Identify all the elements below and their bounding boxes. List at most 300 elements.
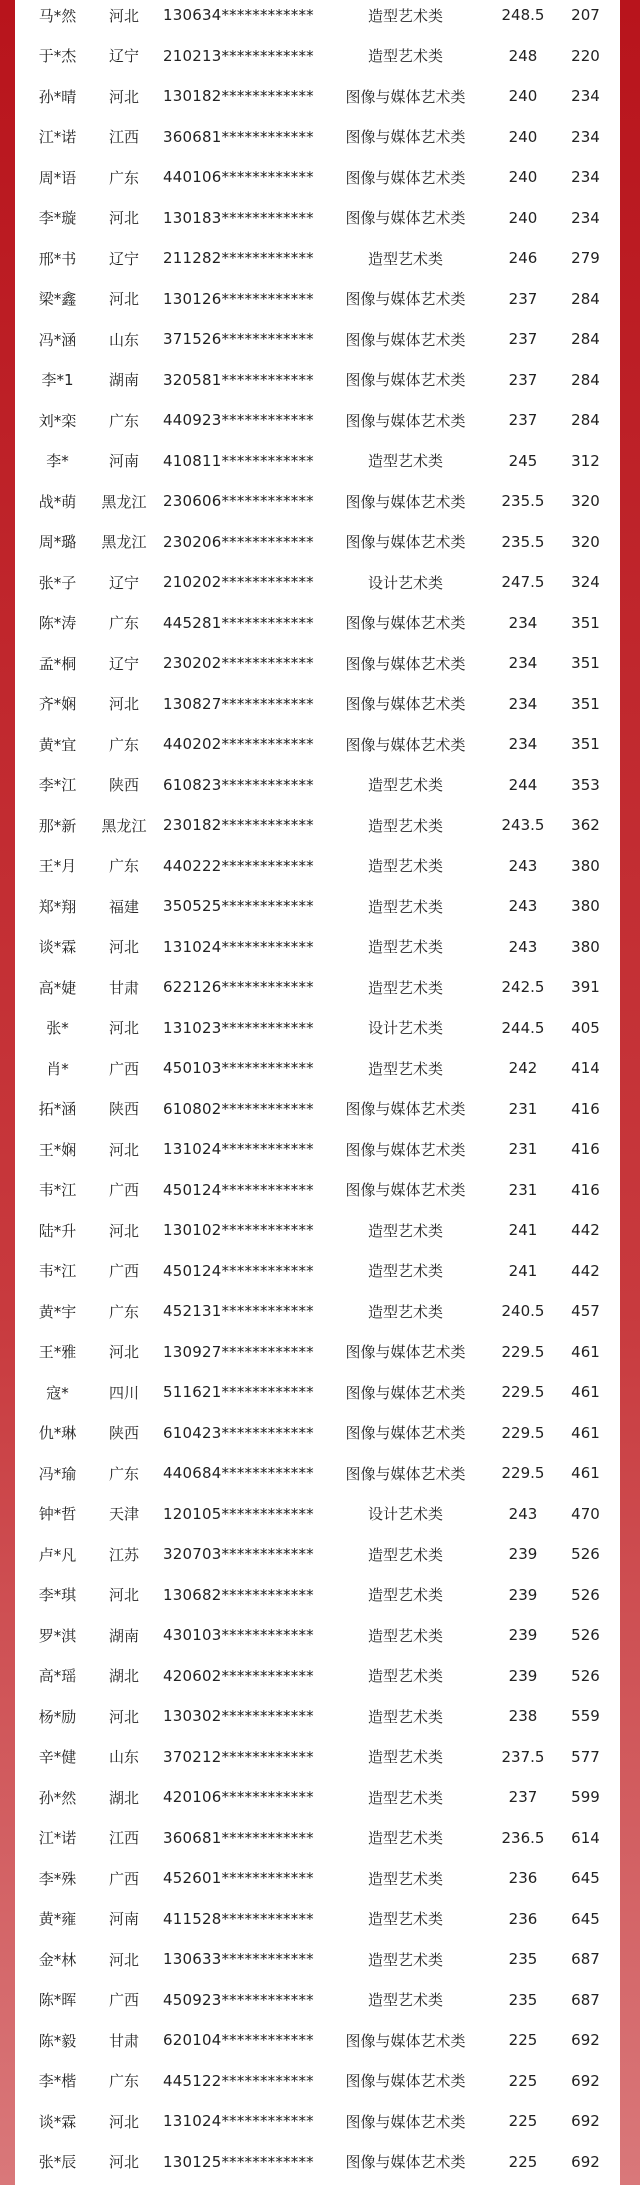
category-cell: 设计艺术类 — [367, 1505, 443, 1524]
rank-cell: 351 — [571, 613, 600, 632]
province-cell: 广东 — [108, 1302, 139, 1321]
name-cell: 李*楷 — [38, 2072, 77, 2091]
score-cell: 229.5 — [501, 1383, 545, 1402]
rank-cell: 220 — [571, 46, 600, 65]
category-cell: 造型艺术类 — [367, 6, 443, 25]
name-cell: 钟*哲 — [38, 1505, 77, 1524]
table-row — [15, 1089, 620, 1130]
table-row — [15, 76, 620, 117]
province-cell: 黑龙江 — [101, 533, 147, 552]
score-cell: 234 — [508, 735, 538, 754]
name-cell: 于*杰 — [38, 47, 77, 66]
score-cell: 225 — [508, 2112, 538, 2131]
rank-cell: 442 — [571, 1221, 600, 1240]
category-cell: 图像与媒体艺术类 — [345, 2153, 466, 2172]
score-cell: 236.5 — [501, 1828, 545, 1847]
category-cell: 图像与媒体艺术类 — [345, 1140, 466, 1159]
rank-cell: 320 — [571, 532, 600, 551]
id-number-cell: 371526************ — [163, 330, 314, 349]
table-row — [15, 1899, 620, 1940]
score-cell: 236 — [508, 1869, 538, 1888]
rank-cell: 461 — [571, 1383, 600, 1402]
province-cell: 广东 — [108, 614, 139, 633]
id-number-cell: 130102************ — [163, 1221, 314, 1240]
score-cell: 245 — [508, 451, 538, 470]
id-number-cell: 320703************ — [163, 1545, 314, 1564]
score-cell: 243.5 — [501, 816, 545, 835]
score-cell: 237 — [508, 370, 538, 389]
rank-cell: 692 — [571, 2112, 600, 2131]
score-cell: 225 — [508, 2031, 538, 2050]
category-cell: 图像与媒体艺术类 — [345, 492, 466, 511]
category-cell: 造型艺术类 — [367, 776, 443, 795]
name-cell: 高*婕 — [38, 978, 77, 997]
table-row — [15, 481, 620, 522]
rank-cell: 234 — [571, 168, 600, 187]
id-number-cell: 131024************ — [163, 937, 314, 956]
name-cell: 李*1 — [41, 371, 74, 390]
province-cell: 河北 — [108, 209, 139, 228]
rank-cell: 526 — [571, 1666, 600, 1685]
province-cell: 湖北 — [108, 1667, 139, 1686]
rank-cell: 312 — [571, 451, 600, 470]
id-number-cell: 452131************ — [163, 1302, 314, 1321]
rank-cell: 351 — [571, 694, 600, 713]
table-row — [15, 1818, 620, 1859]
id-number-cell: 350525************ — [163, 897, 314, 916]
table-row — [15, 1696, 620, 1737]
province-cell: 广东 — [108, 735, 139, 754]
name-cell: 周*语 — [38, 168, 77, 187]
score-cell: 237.5 — [501, 1747, 545, 1766]
name-cell: 李*璇 — [38, 209, 77, 228]
province-cell: 天津 — [108, 1505, 139, 1524]
rank-cell: 324 — [571, 573, 600, 592]
score-cell: 229.5 — [501, 1423, 545, 1442]
score-cell: 234 — [508, 613, 538, 632]
score-cell: 237 — [508, 289, 538, 308]
table-row — [15, 360, 620, 401]
category-cell: 图像与媒体艺术类 — [345, 371, 466, 390]
rank-cell: 380 — [571, 937, 600, 956]
score-cell: 225 — [508, 2152, 538, 2171]
province-cell: 广西 — [108, 1262, 139, 1281]
table-row — [15, 1939, 620, 1980]
name-cell: 张* — [46, 1019, 69, 1038]
table-row — [15, 1332, 620, 1373]
score-cell: 241 — [508, 1221, 538, 1240]
table-row — [15, 1534, 620, 1575]
category-cell: 图像与媒体艺术类 — [345, 209, 466, 228]
score-cell: 240 — [508, 208, 538, 227]
score-cell: 244 — [508, 775, 538, 794]
category-cell: 图像与媒体艺术类 — [345, 695, 466, 714]
score-cell: 248 — [508, 46, 538, 65]
category-cell: 造型艺术类 — [367, 1707, 443, 1726]
category-cell: 造型艺术类 — [367, 897, 443, 916]
id-number-cell: 130302************ — [163, 1707, 314, 1726]
name-cell: 黄*雍 — [38, 1910, 77, 1929]
rank-cell: 416 — [571, 1099, 600, 1118]
id-number-cell: 230606************ — [163, 492, 314, 511]
table-row — [15, 441, 620, 482]
id-number-cell: 130633************ — [163, 1950, 314, 1969]
rank-cell: 380 — [571, 897, 600, 916]
province-cell: 山东 — [108, 1748, 139, 1767]
id-number-cell: 610423************ — [163, 1423, 314, 1442]
province-cell: 湖南 — [108, 371, 139, 390]
province-cell: 河北 — [108, 290, 139, 309]
rank-cell: 416 — [571, 1180, 600, 1199]
category-cell: 设计艺术类 — [367, 1019, 443, 1038]
category-cell: 造型艺术类 — [367, 1667, 443, 1686]
rank-cell: 284 — [571, 330, 600, 349]
name-cell: 刘*栾 — [38, 411, 77, 430]
id-number-cell: 440202************ — [163, 735, 314, 754]
score-cell: 225 — [508, 2071, 538, 2090]
score-cell: 229.5 — [501, 1464, 545, 1483]
province-cell: 广东 — [108, 857, 139, 876]
name-cell: 肖* — [46, 1059, 69, 1078]
category-cell: 图像与媒体艺术类 — [345, 411, 466, 430]
score-cell: 248.5 — [501, 6, 545, 25]
score-cell: 231 — [508, 1099, 538, 1118]
table-row — [15, 1615, 620, 1656]
category-cell: 造型艺术类 — [367, 1910, 443, 1929]
id-number-cell: 511621************ — [163, 1383, 314, 1402]
id-number-cell: 130183************ — [163, 208, 314, 227]
name-cell: 张*辰 — [38, 2153, 77, 2172]
rank-cell: 353 — [571, 775, 600, 794]
rank-cell: 351 — [571, 654, 600, 673]
name-cell: 陆*升 — [38, 1221, 77, 1240]
rank-cell: 687 — [571, 1990, 600, 2009]
category-cell: 造型艺术类 — [367, 1626, 443, 1645]
name-cell: 孙*然 — [38, 1788, 77, 1807]
table-row — [15, 765, 620, 806]
name-cell: 周*璐 — [38, 533, 77, 552]
province-cell: 陕西 — [108, 1100, 139, 1119]
province-cell: 广东 — [108, 411, 139, 430]
id-number-cell: 450923************ — [163, 1990, 314, 2009]
id-number-cell: 440684************ — [163, 1464, 314, 1483]
id-number-cell: 130927************ — [163, 1342, 314, 1361]
id-number-cell: 445281************ — [163, 613, 314, 632]
id-number-cell: 430103************ — [163, 1626, 314, 1645]
score-cell: 247.5 — [501, 573, 545, 592]
table-row — [15, 927, 620, 968]
name-cell: 黄*宜 — [38, 735, 77, 754]
table-row — [15, 1372, 620, 1413]
name-cell: 谈*霖 — [38, 938, 77, 957]
rank-cell: 405 — [571, 1018, 600, 1037]
province-cell: 河北 — [108, 1950, 139, 1969]
name-cell: 王*月 — [38, 857, 77, 876]
table-row — [15, 1777, 620, 1818]
id-number-cell: 360681************ — [163, 1828, 314, 1847]
id-number-cell: 320581************ — [163, 370, 314, 389]
name-cell: 黄*宇 — [38, 1302, 77, 1321]
score-cell: 240 — [508, 168, 538, 187]
name-cell: 冯*涵 — [38, 330, 77, 349]
name-cell: 李*殊 — [38, 1869, 77, 1888]
province-cell: 河北 — [108, 87, 139, 106]
id-number-cell: 610823************ — [163, 775, 314, 794]
id-number-cell: 230182************ — [163, 816, 314, 835]
table-row — [15, 2101, 620, 2142]
score-cell: 235 — [508, 1950, 538, 1969]
table-row — [15, 1980, 620, 2021]
category-cell: 图像与媒体艺术类 — [345, 735, 466, 754]
table-row — [15, 562, 620, 603]
category-cell: 造型艺术类 — [367, 857, 443, 876]
category-cell: 造型艺术类 — [367, 1262, 443, 1281]
rank-cell: 362 — [571, 816, 600, 835]
table-row — [15, 1494, 620, 1535]
id-number-cell: 230202************ — [163, 654, 314, 673]
table-row — [15, 1413, 620, 1454]
score-cell: 242.5 — [501, 978, 545, 997]
category-cell: 造型艺术类 — [367, 978, 443, 997]
table-row — [15, 1575, 620, 1616]
name-cell: 王*娴 — [38, 1140, 77, 1159]
table-row — [15, 198, 620, 239]
name-cell: 那*新 — [38, 816, 77, 835]
rank-cell: 234 — [571, 87, 600, 106]
category-cell: 图像与媒体艺术类 — [345, 1100, 466, 1119]
score-cell: 241 — [508, 1261, 538, 1280]
province-cell: 河北 — [108, 2112, 139, 2131]
table-row — [15, 1008, 620, 1049]
province-cell: 河北 — [108, 938, 139, 957]
category-cell: 设计艺术类 — [367, 573, 443, 592]
province-cell: 辽宁 — [108, 654, 139, 673]
name-cell: 江*诺 — [38, 1829, 77, 1848]
category-cell: 图像与媒体艺术类 — [345, 533, 466, 552]
category-cell: 图像与媒体艺术类 — [345, 2031, 466, 2050]
name-cell: 王*雅 — [38, 1343, 77, 1362]
table-row — [15, 1737, 620, 1778]
province-cell: 陕西 — [108, 776, 139, 795]
category-cell: 造型艺术类 — [367, 1748, 443, 1767]
id-number-cell: 450124************ — [163, 1180, 314, 1199]
category-cell: 图像与媒体艺术类 — [345, 168, 466, 187]
province-cell: 河北 — [108, 6, 139, 25]
province-cell: 河北 — [108, 2153, 139, 2172]
name-cell: 金*林 — [38, 1950, 77, 1969]
province-cell: 黑龙江 — [101, 492, 147, 511]
province-cell: 河北 — [108, 1343, 139, 1362]
name-cell: 陈*毅 — [38, 2031, 77, 2050]
category-cell: 图像与媒体艺术类 — [345, 87, 466, 106]
category-cell: 图像与媒体艺术类 — [345, 1181, 466, 1200]
id-number-cell: 211282************ — [163, 249, 314, 268]
score-cell: 243 — [508, 897, 538, 916]
table-row — [15, 1453, 620, 1494]
score-cell: 239 — [508, 1666, 538, 1685]
score-cell: 235.5 — [501, 532, 545, 551]
rank-cell: 284 — [571, 370, 600, 389]
score-cell: 236 — [508, 1909, 538, 1928]
province-cell: 辽宁 — [108, 47, 139, 66]
rank-cell: 461 — [571, 1342, 600, 1361]
category-cell: 造型艺术类 — [367, 1950, 443, 1969]
table-row — [15, 0, 620, 36]
category-cell: 图像与媒体艺术类 — [345, 330, 466, 349]
score-cell: 242 — [508, 1059, 538, 1078]
category-cell: 造型艺术类 — [367, 1586, 443, 1605]
id-number-cell: 452601************ — [163, 1869, 314, 1888]
province-cell: 福建 — [108, 897, 139, 916]
name-cell: 李*琪 — [38, 1586, 77, 1605]
id-number-cell: 131023************ — [163, 1018, 314, 1037]
rank-cell: 461 — [571, 1464, 600, 1483]
score-cell: 240 — [508, 87, 538, 106]
name-cell: 战*萌 — [38, 492, 77, 511]
rank-cell: 320 — [571, 492, 600, 511]
province-cell: 陕西 — [108, 1424, 139, 1443]
category-cell: 图像与媒体艺术类 — [345, 614, 466, 633]
name-cell: 韦*江 — [38, 1262, 77, 1281]
category-cell: 造型艺术类 — [367, 452, 443, 471]
name-cell: 孟*桐 — [38, 654, 77, 673]
rank-cell: 645 — [571, 1909, 600, 1928]
id-number-cell: 131024************ — [163, 2112, 314, 2131]
score-cell: 239 — [508, 1585, 538, 1604]
score-cell: 238 — [508, 1707, 538, 1726]
province-cell: 甘肃 — [108, 978, 139, 997]
category-cell: 造型艺术类 — [367, 1545, 443, 1564]
category-cell: 造型艺术类 — [367, 47, 443, 66]
table-row — [15, 1170, 620, 1211]
table-row — [15, 846, 620, 887]
province-cell: 广西 — [108, 1991, 139, 2010]
name-cell: 罗*淇 — [38, 1626, 77, 1645]
category-cell: 造型艺术类 — [367, 1059, 443, 1078]
province-cell: 河北 — [108, 695, 139, 714]
table-row — [15, 643, 620, 684]
table-row — [15, 522, 620, 563]
category-cell: 图像与媒体艺术类 — [345, 1424, 466, 1443]
rank-cell: 284 — [571, 289, 600, 308]
province-cell: 河北 — [108, 1019, 139, 1038]
score-cell: 243 — [508, 856, 538, 875]
province-cell: 河北 — [108, 1221, 139, 1240]
id-number-cell: 610802************ — [163, 1099, 314, 1118]
id-number-cell: 130827************ — [163, 694, 314, 713]
score-cell: 237 — [508, 330, 538, 349]
table-row — [15, 1858, 620, 1899]
province-cell: 四川 — [108, 1383, 139, 1402]
id-number-cell: 210202************ — [163, 573, 314, 592]
score-cell: 243 — [508, 1504, 538, 1523]
table-row — [15, 1129, 620, 1170]
id-number-cell: 230206************ — [163, 532, 314, 551]
table-row — [15, 1291, 620, 1332]
score-cell: 234 — [508, 694, 538, 713]
province-cell: 甘肃 — [108, 2031, 139, 2050]
name-cell: 陈*晖 — [38, 1991, 77, 2010]
table-row — [15, 400, 620, 441]
rank-cell: 526 — [571, 1626, 600, 1645]
id-number-cell: 130126************ — [163, 289, 314, 308]
name-cell: 梁*鑫 — [38, 290, 77, 309]
rank-cell: 645 — [571, 1869, 600, 1888]
name-cell: 寇* — [46, 1383, 69, 1402]
id-number-cell: 450103************ — [163, 1059, 314, 1078]
table-row — [15, 805, 620, 846]
table-row — [15, 1048, 620, 1089]
category-cell: 图像与媒体艺术类 — [345, 1383, 466, 1402]
province-cell: 河北 — [108, 1140, 139, 1159]
id-number-cell: 130182************ — [163, 87, 314, 106]
province-cell: 辽宁 — [108, 573, 139, 592]
name-cell: 卢*凡 — [38, 1545, 77, 1564]
category-cell: 图像与媒体艺术类 — [345, 1464, 466, 1483]
table-row — [15, 117, 620, 158]
table-row — [15, 2142, 620, 2183]
id-number-cell: 130634************ — [163, 6, 314, 25]
rank-cell: 414 — [571, 1059, 600, 1078]
table-row — [15, 2061, 620, 2102]
results-table — [15, 0, 620, 2185]
id-number-cell: 120105************ — [163, 1504, 314, 1523]
rank-cell: 416 — [571, 1140, 600, 1159]
category-cell: 图像与媒体艺术类 — [345, 654, 466, 673]
id-number-cell: 450124************ — [163, 1261, 314, 1280]
name-cell: 江*诺 — [38, 128, 77, 147]
id-number-cell: 420106************ — [163, 1788, 314, 1807]
province-cell: 广东 — [108, 168, 139, 187]
province-cell: 河北 — [108, 1707, 139, 1726]
province-cell: 湖南 — [108, 1626, 139, 1645]
name-cell: 谈*霖 — [38, 2112, 77, 2131]
name-cell: 仇*琳 — [38, 1424, 77, 1443]
id-number-cell: 445122************ — [163, 2071, 314, 2090]
table-row — [15, 319, 620, 360]
category-cell: 图像与媒体艺术类 — [345, 290, 466, 309]
name-cell: 郑*翔 — [38, 897, 77, 916]
province-cell: 湖北 — [108, 1788, 139, 1807]
rank-cell: 470 — [571, 1504, 600, 1523]
rank-cell: 351 — [571, 735, 600, 754]
table-row — [15, 157, 620, 198]
category-cell: 图像与媒体艺术类 — [345, 1343, 466, 1362]
name-cell: 李* — [46, 452, 69, 471]
id-number-cell: 130682************ — [163, 1585, 314, 1604]
name-cell: 辛*健 — [38, 1748, 77, 1767]
score-cell: 240.5 — [501, 1302, 545, 1321]
id-number-cell: 622126************ — [163, 978, 314, 997]
id-number-cell: 131024************ — [163, 1140, 314, 1159]
province-cell: 河南 — [108, 452, 139, 471]
rank-cell: 692 — [571, 2031, 600, 2050]
rank-cell: 234 — [571, 208, 600, 227]
rank-cell: 599 — [571, 1788, 600, 1807]
category-cell: 图像与媒体艺术类 — [345, 2072, 466, 2091]
rank-cell: 692 — [571, 2152, 600, 2171]
name-cell: 孙*晴 — [38, 87, 77, 106]
category-cell: 图像与媒体艺术类 — [345, 128, 466, 147]
province-cell: 辽宁 — [108, 249, 139, 268]
name-cell: 马*然 — [38, 6, 77, 25]
score-cell: 239 — [508, 1626, 538, 1645]
id-number-cell: 620104************ — [163, 2031, 314, 2050]
id-number-cell: 210213************ — [163, 46, 314, 65]
table-row — [15, 36, 620, 77]
province-cell: 黑龙江 — [101, 816, 147, 835]
province-cell: 河北 — [108, 1586, 139, 1605]
